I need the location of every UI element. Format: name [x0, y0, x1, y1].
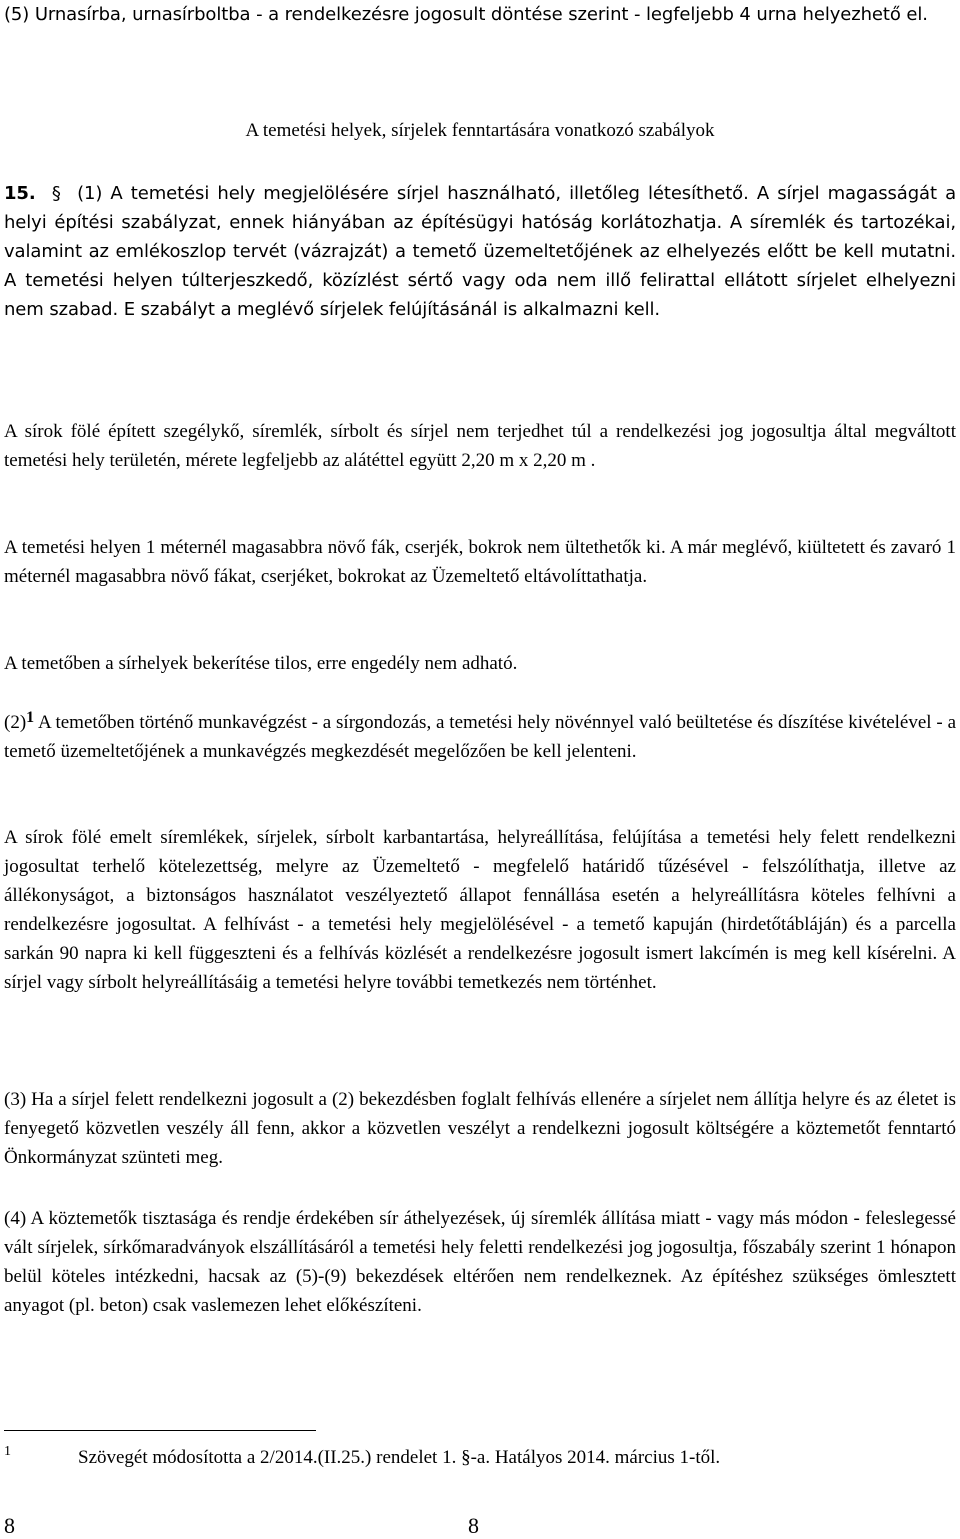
paragraph-urna: (5) Urnasírba, urnasírboltba - a rendelkezésre jogosult döntése szerint - legfeljebb 4 urna helyezhető el.: [4, 4, 928, 25]
paragraph-bekerites: A temetőben a sírhelyek bekerítése tilos, erre engedély nem adható.: [4, 653, 518, 674]
paragraph-sirok-mérete: A sírok fölé épített szegélykő, síremlék, sírbolt és sírjel nem terjedhet túl a rendelkezési jog jogosultja által megváltott temetési hely területén, mérete legfeljebb az alátéttel együtt 2,20 m x 2,20 m .: [4, 421, 956, 471]
paragraph-koztemetok-tisztasaga: (4) A köztemetők tisztasága és rendje érdekében sír áthelyezések, új síremlék állítása miatt - vagy más módon - feleslegessé vált sírjelek, sírkőmaradványok elszállításáról a temetési hely feletti rendelkezési jog jogosultja, főszabály szerint 1 hónapon belül köteles intézkedni, hacsak az (5)-(9) bekezdések eltérően nem rendelkeznek. Az építéshez szükséges ömlesztett anyagot (pl. beton) csak vaslemezen lehet előkészíteni.: [4, 1208, 956, 1316]
footnote-text: Szövegét módosította a 2/2014.(II.25.) rendelet 1. §-a. Hatályos 2014. március 1-től.: [78, 1447, 721, 1468]
section-number: 15.: [4, 183, 36, 204]
section-15-paragraph: [4, 179, 956, 324]
paragraph-fak-cserjek: A temetési helyen 1 méternél magasabbra növő fák, cserjék, bokrok nem ültethetők ki. A már meglévő, kiültetett és zavaró 1 méternél magasabbra növő fákat, cserjéket, bokrokat az Üzemeltető eltávolíttathatja.: [4, 537, 956, 587]
section-heading: A temetési helyek, sírjelek fenntartására vonatkozó szabályok: [245, 120, 715, 141]
paragraph-munkavegzes: [4, 708, 956, 766]
munkavegzes-text: A temetőben történő munkavégzést - a sírgondozás, a temetési hely növénnyel való beültetése és díszítése kivételével - a temető üzemeltetőjének a munkavégzés megkezdését megelőzően be kell jelenteni.: [4, 712, 957, 762]
page-number-center: 8: [468, 1513, 479, 1538]
paragraph-karbantartas: A sírok fölé emelt síremlékek, sírjelek, sírbolt karbantartása, helyreállítása, felújítása a temetési hely felett rendelkezni jogosultat terhelő kötelezettség, melyre az Üzemeltető - megfelelő határidő tűzésével - felszólíthatja, illetve az állékonyságot, a biztonságos használatot veszélyeztető állapot fennállása esetén a helyreállításra köteles felhívni a rendelkezésre jogosultat. A felhívást - a temetési hely megjelölésével - a temető kapuján (hirdetőtábláján) és a parcella sarkán 90 napra ki kell függeszteni és a felhívás közlését a rendelkezésre jogosult ismert lakcímén is meg kell kísérelni. A sírjel vagy sírbolt helyreállításáig a temetési helyre további temetkezés nem történhet.: [4, 827, 956, 993]
section-symbol: §: [51, 183, 61, 204]
footnote-reference: 1: [26, 709, 35, 726]
footnote-mark: 1: [4, 1444, 11, 1459]
footnote-separator: [4, 1430, 316, 1431]
page-number-left: 8: [4, 1513, 15, 1538]
subsection-number: (2): [4, 712, 27, 733]
paragraph-kozvetlen-veszely: (3) Ha a sírjel felett rendelkezni jogosult a (2) bekezdésben foglalt felhívás ellenére a sírjelet nem állítja helyre és az életet is fenyegető közvetlen veszély áll fenn, akkor a közvetlen veszélyt a rendelkezni jogosult költségére a köztemetőt fenntartó Önkormányzat szünteti meg.: [4, 1089, 956, 1168]
section-15-text: (1) A temetési hely megjelölésére sírjel használható, illetőleg létesíthető. A sírjel magasságát a helyi építési szabályzat, ennek hiányában az építésügyi hatóság korlátozhatja. A síremlék és tartozékai, valamint az emlékoszlop tervét (vázrajzát) a temető üzemeltetőjének az elhelyezés előtt be kell mutatni. A temetési helyen túlterjeszkedő, közízlést sértő vagy oda nem illő felirattal ellátott sírjelet elhelyezni nem szabad. E szabályt a meglévő sírjelek felújításánál is alkalmazni kell.: [4, 183, 957, 320]
